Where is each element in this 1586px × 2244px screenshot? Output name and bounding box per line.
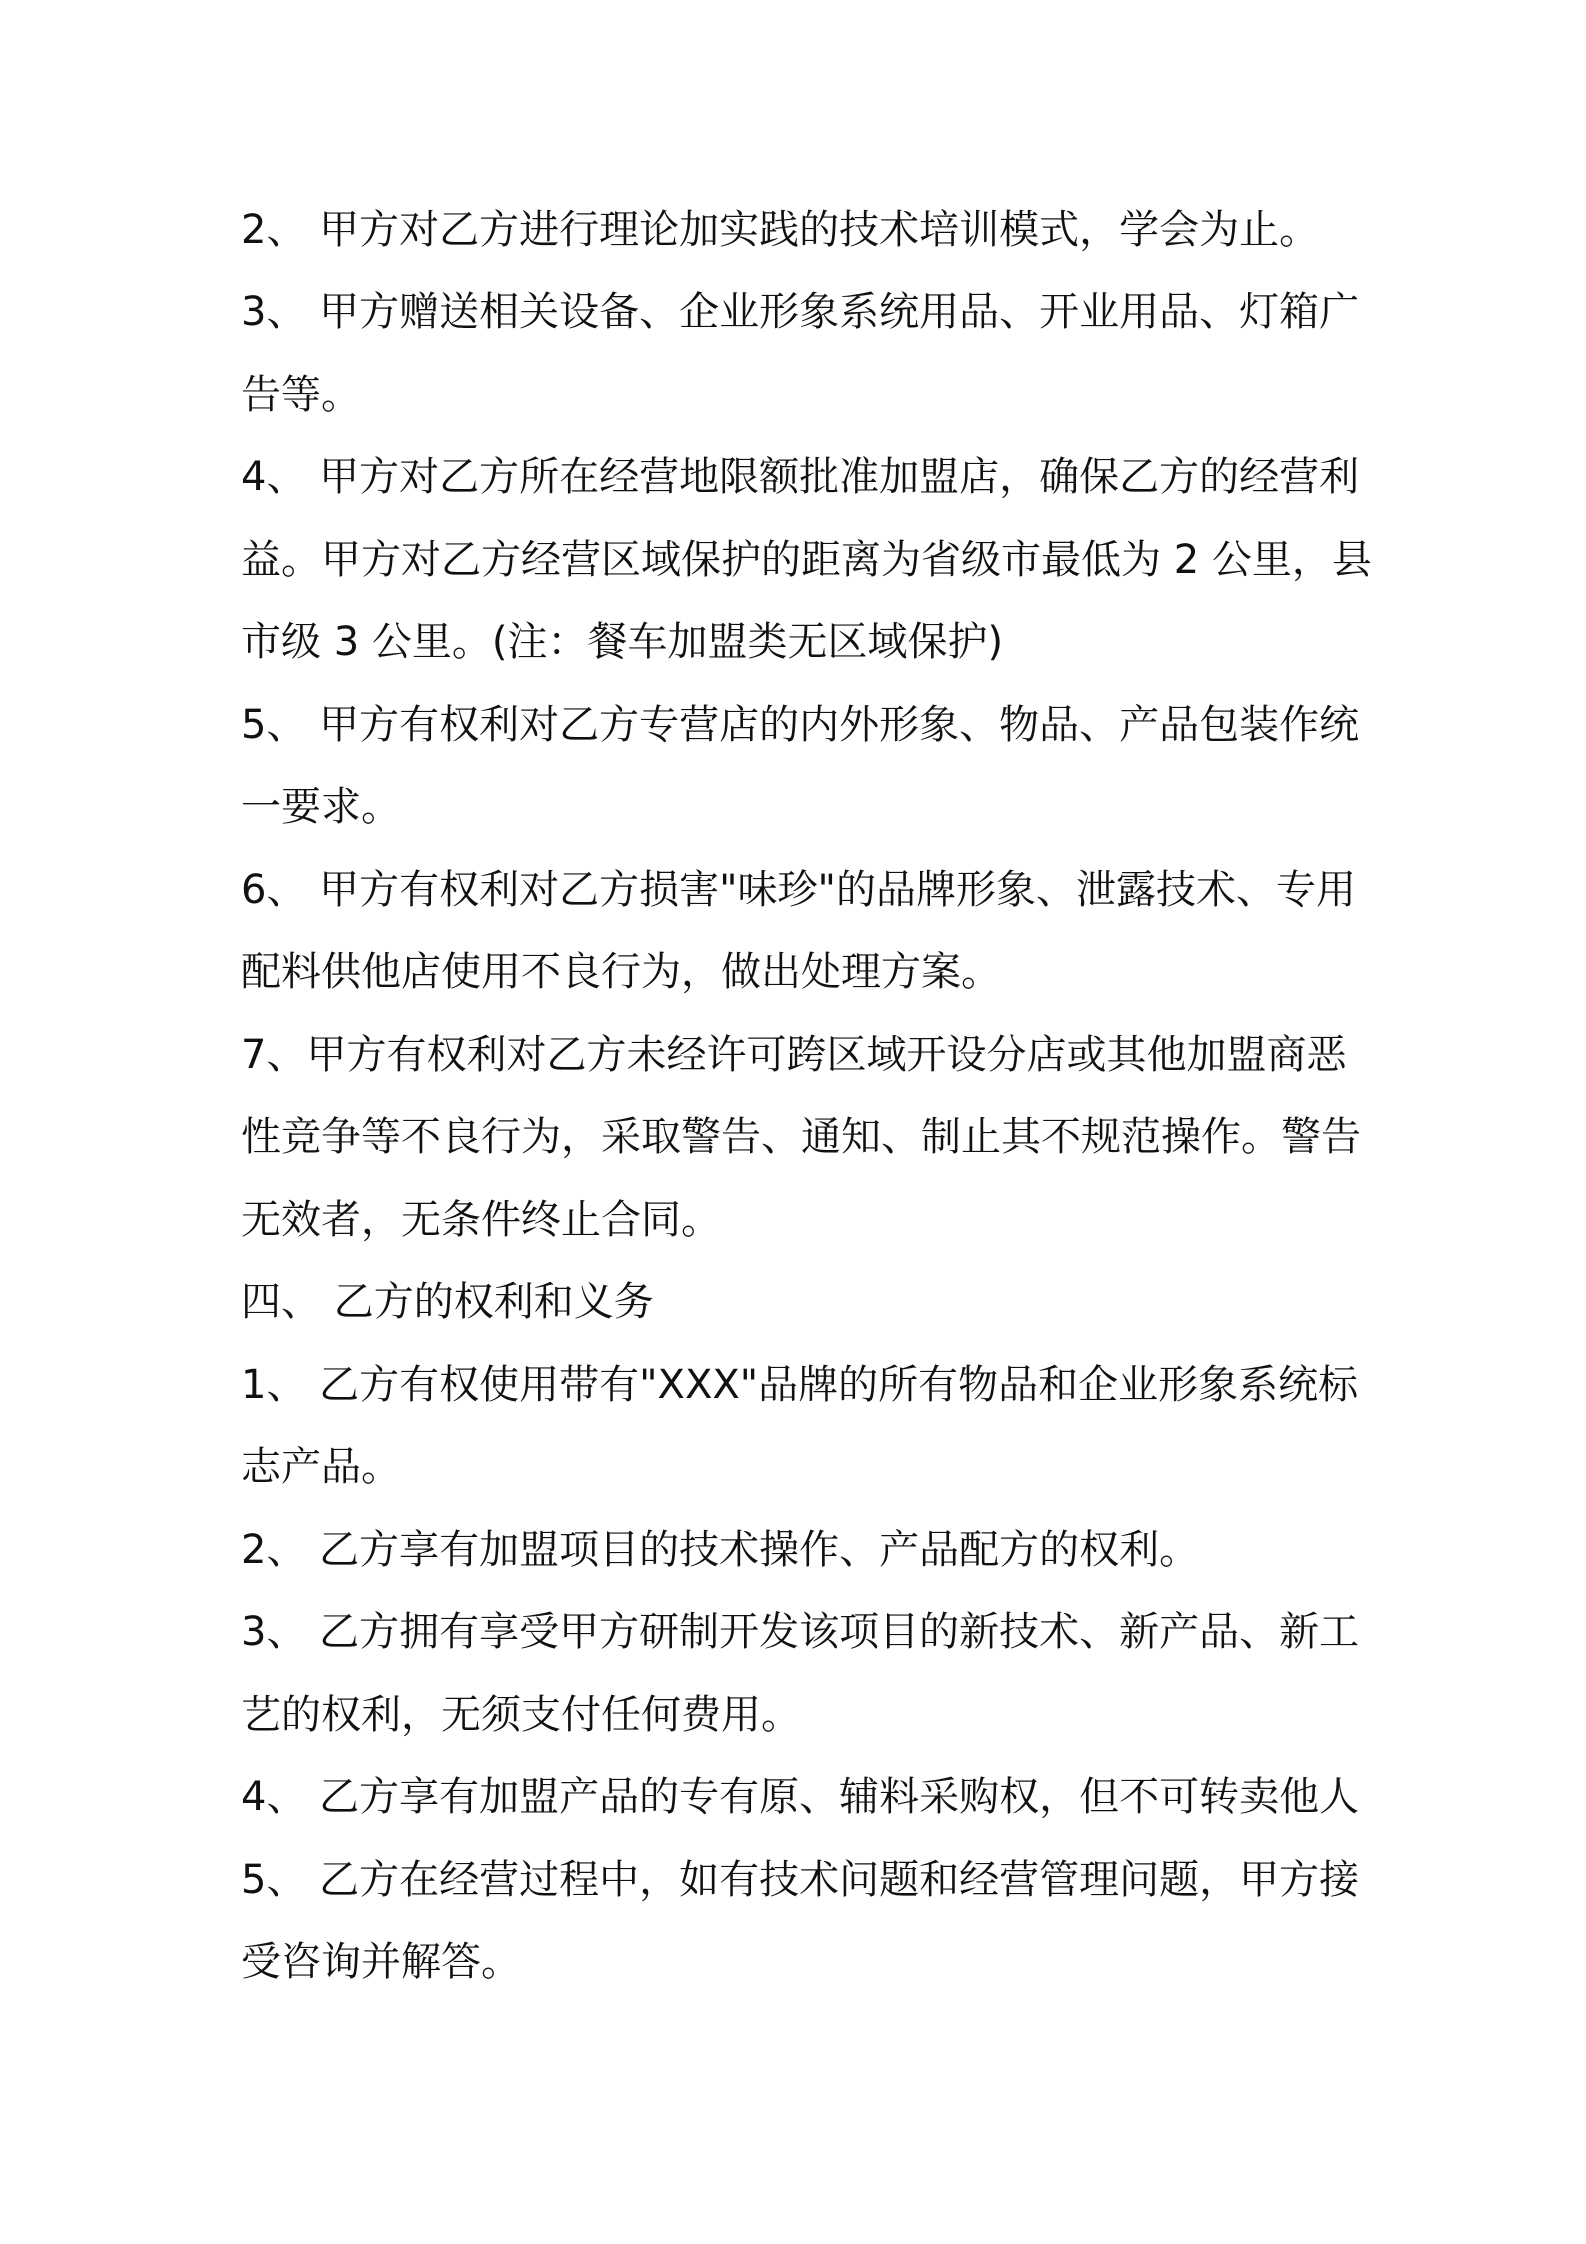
text-line: 6、 甲方有权利对乙方损害"味珍"的品牌形象、泄露技术、专用 xyxy=(241,867,1356,913)
text-line: 艺的权利，无须支付任何费用。 xyxy=(241,1692,801,1738)
text-line: 益。甲方对乙方经营区域保护的距离为省级市最低为 2 公里，县 xyxy=(241,537,1372,583)
text-line: 4、 甲方对乙方所在经营地限额批准加盟店，确保乙方的经营利 xyxy=(241,454,1360,500)
section-heading: 四、 乙方的权利和义务 xyxy=(241,1279,654,1325)
text-line: 1、 乙方有权使用带有"XXX"品牌的所有物品和企业形象系统标 xyxy=(241,1362,1359,1408)
text-line: 告等。 xyxy=(241,372,361,418)
text-line: 5、 甲方有权利对乙方专营店的内外形象、物品、产品包装作统 xyxy=(241,702,1360,748)
text-line: 4、 乙方享有加盟产品的专有原、辅料采购权，但不可转卖他人 xyxy=(241,1774,1360,1820)
text-line: 志产品。 xyxy=(241,1444,401,1490)
text-line: 2、 甲方对乙方进行理论加实践的技术培训模式，学会为止。 xyxy=(241,207,1320,253)
text-line: 2、 乙方享有加盟项目的技术操作、产品配方的权利。 xyxy=(241,1527,1200,1573)
text-line: 受咨询并解答。 xyxy=(241,1939,521,1985)
text-line: 配料供他店使用不良行为，做出处理方案。 xyxy=(241,949,1001,995)
text-line: 7、甲方有权利对乙方未经许可跨区域开设分店或其他加盟商恶 xyxy=(241,1032,1347,1078)
text-line: 市级 3 公里。(注：餐车加盟类无区域保护) xyxy=(241,619,1004,665)
text-line: 3、 乙方拥有享受甲方研制开发该项目的新技术、新产品、新工 xyxy=(241,1609,1360,1655)
text-line: 性竞争等不良行为，采取警告、通知、制止其不规范操作。警告 xyxy=(241,1114,1361,1160)
text-line: 无效者，无条件终止合同。 xyxy=(241,1197,721,1243)
text-line: 3、 甲方赠送相关设备、企业形象系统用品、开业用品、灯箱广 xyxy=(241,289,1360,335)
text-line: 一要求。 xyxy=(241,784,401,830)
text-line: 5、 乙方在经营过程中，如有技术问题和经营管理问题，甲方接 xyxy=(241,1857,1360,1903)
